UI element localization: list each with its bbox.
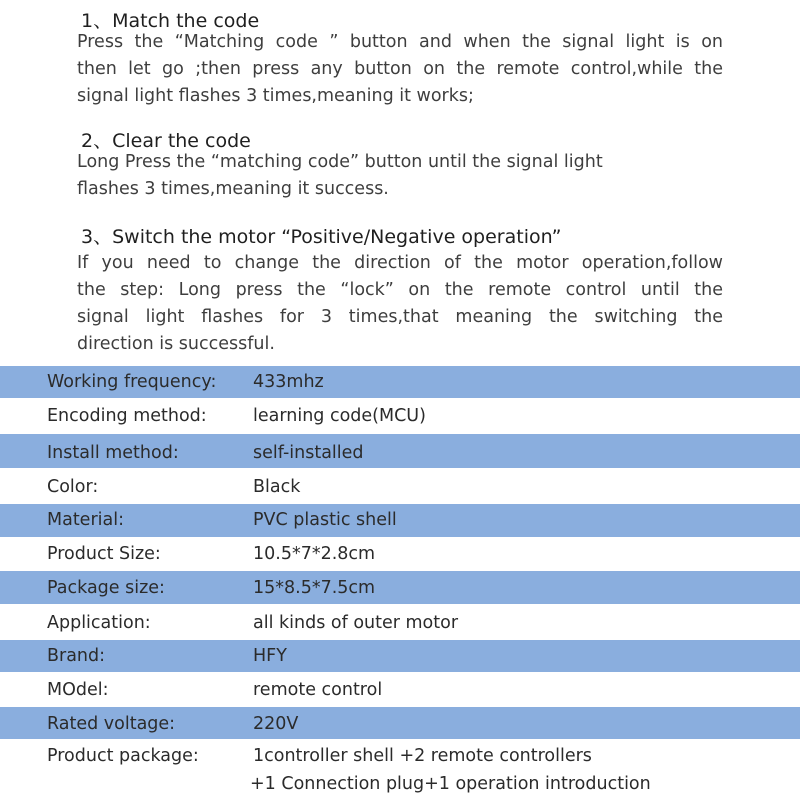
spec-value: learning code(MCU) [253, 406, 426, 426]
spec-label: Rated voltage: [47, 714, 176, 734]
section-body-clear-code [77, 149, 723, 203]
body-line: direction is successful. [77, 334, 275, 354]
spec-row-encoding-method [0, 400, 800, 432]
spec-value: PVC plastic shell [253, 510, 397, 530]
spec-label: Color: [47, 477, 99, 497]
section-body-match-code [77, 29, 723, 110]
spec-row-rated-voltage [0, 707, 800, 739]
spec-row-working-frequency [0, 366, 800, 398]
spec-value: Black [253, 477, 301, 497]
spec-value-line2: +1 Connection plug+1 operation introduction [250, 774, 651, 794]
spec-value: 433mhz [253, 372, 324, 392]
spec-row-product-package [0, 741, 800, 800]
spec-value: self-installed [253, 443, 364, 463]
body-line: If you need to change the direction of the motor operation,follow [77, 253, 723, 273]
body-line: Press the “Matching code ” button and when the signal light is on [77, 32, 723, 52]
spec-value: HFY [253, 646, 287, 666]
spec-row-model [0, 673, 800, 707]
spec-row-install-method [0, 434, 800, 468]
spec-row-application [0, 606, 800, 640]
spec-label: Working frequency: [47, 372, 217, 392]
spec-label: Material: [47, 510, 124, 530]
body-line: then let go ;then press any button on the remote control,while the [77, 59, 723, 79]
body-line: flashes 3 times,meaning it success. [77, 179, 389, 199]
spec-label: Application: [47, 613, 151, 633]
spec-row-material [0, 504, 800, 537]
spec-row-color [0, 470, 800, 504]
spec-value: 1controller shell +2 remote controllers [253, 746, 592, 766]
spec-value: remote control [253, 680, 383, 700]
section-body-switch-motor [77, 250, 723, 358]
body-line: signal light flashes for 3 times,that meaning the switching the [77, 307, 723, 327]
spec-label: Brand: [47, 646, 106, 666]
spec-label: Encoding method: [47, 406, 207, 426]
spec-row-package-size [0, 571, 800, 604]
body-line: the step: Long press the “lock” on the remote control until the [77, 280, 723, 300]
section-title-match-code: 1、Match the code [81, 10, 260, 32]
spec-value: 10.5*7*2.8cm [253, 544, 376, 564]
section-title-switch-motor: 3、Switch the motor “Positive/Negative operation” [81, 226, 562, 248]
spec-label: Install method: [47, 443, 179, 463]
spec-row-brand [0, 640, 800, 672]
spec-label: Product package: [47, 746, 199, 766]
section-title-clear-code: 2、Clear the code [81, 130, 251, 152]
spec-value: 220V [253, 714, 299, 734]
body-line: signal light flashes 3 times,meaning it works; [77, 86, 474, 106]
spec-row-product-size [0, 537, 800, 570]
spec-label: MOdel: [47, 680, 109, 700]
body-line: Long Press the “matching code” button until the signal light [77, 152, 603, 172]
spec-value: 15*8.5*7.5cm [253, 578, 376, 598]
spec-label: Package size: [47, 578, 165, 598]
spec-value: all kinds of outer motor [253, 613, 459, 633]
spec-label: Product Size: [47, 544, 161, 564]
